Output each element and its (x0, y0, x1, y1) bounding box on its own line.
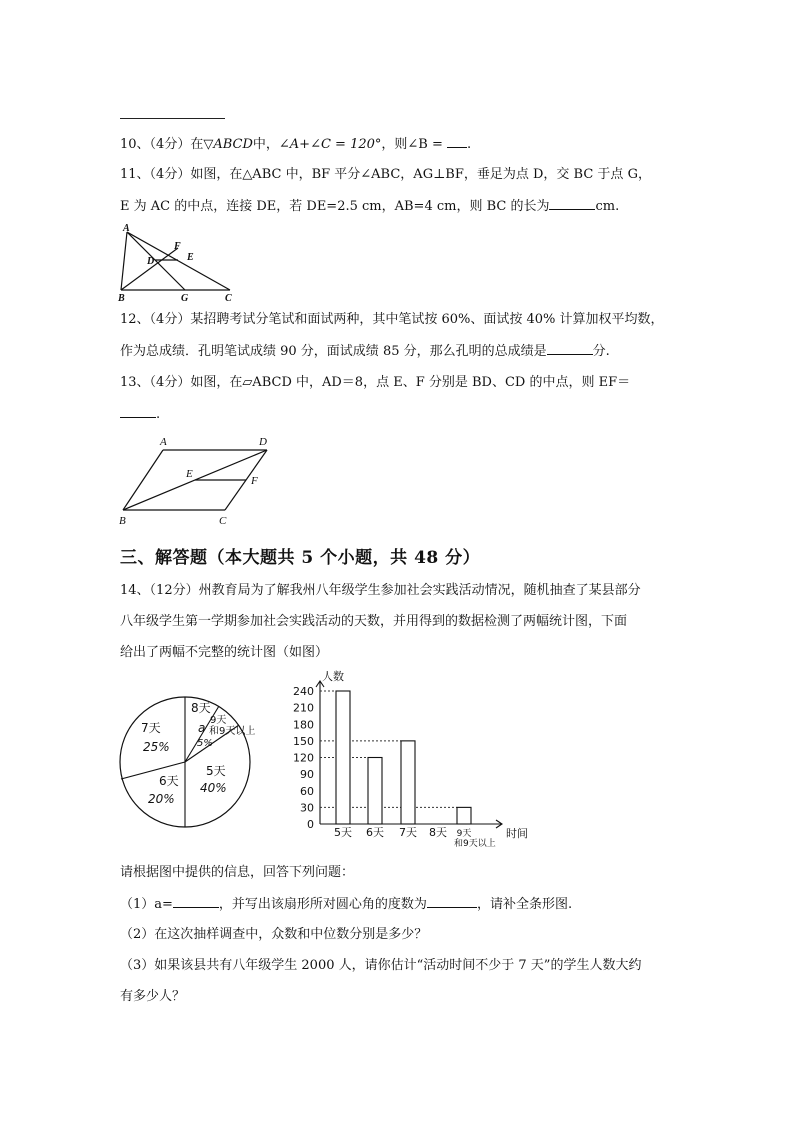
pie-label-6-days: 6天 (159, 774, 179, 788)
x-tick-label-extra: 和9天以上 (454, 839, 496, 849)
label-f: F (174, 241, 181, 252)
label-c: C (219, 515, 227, 527)
q14-instruction: 请根据图中提供的信息，回答下列问题： (120, 865, 355, 880)
q10-text-d: . (467, 137, 472, 152)
label-b: B (118, 293, 125, 304)
q10-score: （4分） (149, 137, 191, 152)
q10-abcd: ABCD (213, 137, 253, 152)
question-14-line-3: 给出了两幅不完整的统计图（如图） (120, 645, 329, 660)
pie-label-9-days: 9天 (210, 715, 227, 726)
q14-sub-2: （2）在这次抽样调查中，众数和中位数分别是多少？ (120, 927, 428, 942)
section-title: 三、解答题（本大题共 5 个小题，共 48 分） (120, 548, 481, 568)
label-f: F (251, 475, 258, 487)
question-14-line-1: 14、（12分）州教育局为了解我州八年级学生参加社会实践活动情况，随机抽查了某县部分 (120, 583, 641, 598)
y-tick-label: 180 (293, 718, 314, 732)
question-12-line-1: 12、（4分）某招聘考试分笔试和面试两种，其中笔试按 60%、面试按 40% 计算加权平均数， (120, 312, 664, 327)
q14-sub-1 (120, 895, 572, 914)
question-13-line-1: 13、（4分）如图，在▱ABCD 中，AD＝8，点 E、F 分别是 BD、CD 的中点，则 EF＝ (120, 375, 631, 390)
bar (336, 691, 350, 824)
pie-label-5-pct: 40% (200, 781, 227, 795)
bar-chart (280, 668, 550, 856)
y-tick-label: 240 (293, 685, 314, 698)
question-12-line-2 (120, 342, 610, 361)
q11-answer-blank[interactable] (549, 197, 595, 210)
pie-label-8-a: a (198, 721, 206, 735)
segment-ba (123, 450, 163, 510)
label-d: D (259, 436, 267, 448)
q11-text: E 为 AC 的中点，连接 DE，若 DE=2.5 cm，AB=4 cm，则 BC 的长为 (120, 199, 550, 214)
triangle-abc-figure (115, 222, 240, 304)
label-d: D (147, 256, 155, 267)
pie-label-5-days: 5天 (206, 764, 226, 778)
q14-sub-3-line-1: （3）如果该县共有八年级学生 2000 人，请你估计“活动时间不少于 7 天”的学生人数大约 (120, 958, 642, 973)
question-11-line-1: 11、（4分）如图，在△ABC 中，BF 平分∠ABC，AG⊥BF，垂足为点 D，交 BC 于点 G， (120, 167, 651, 182)
x-axis-label: 时间 (506, 827, 528, 840)
q10-text-a: 在▽ (190, 137, 214, 152)
y-tick-label: 120 (293, 751, 314, 765)
pie-label-7-pct: 25% (143, 740, 170, 754)
label-b: B (119, 515, 126, 527)
y-tick-label: 150 (293, 734, 314, 748)
y-tick-label: 0 (307, 818, 314, 831)
question-10 (120, 135, 471, 154)
q12-answer-blank[interactable] (547, 342, 593, 355)
y-axis-label: 人数 (322, 670, 344, 683)
top-rule (120, 118, 225, 119)
pie-label-8-days: 8天 (191, 701, 211, 715)
question-13-line-2 (120, 405, 160, 424)
label-c: C (225, 293, 232, 304)
q14-sub1-blank-angle[interactable] (427, 895, 477, 908)
q13-answer-blank[interactable] (120, 405, 156, 418)
q14-sub1-blank-a[interactable] (173, 895, 219, 908)
q10-text-c: ，则∠B = (381, 137, 443, 152)
q10-text-b: 中， (252, 137, 279, 152)
pie-label-7-days: 7天 (141, 721, 161, 735)
q14-sub1-c: ，请补全条形图. (476, 897, 573, 912)
label-a: A (160, 436, 167, 448)
y-tick-label: 30 (300, 801, 314, 815)
x-tick-label: 6天 (366, 826, 384, 839)
label-g: G (181, 293, 189, 304)
y-tick-label: 60 (300, 784, 314, 798)
parallelogram-abcd-figure (115, 432, 285, 530)
y-tick-label: 210 (293, 701, 314, 715)
q14-sub-3-line-2: 有多少人？ (120, 989, 186, 1004)
pie-chart (118, 688, 268, 836)
pie-label-9-more: 和9天以上 (209, 726, 256, 737)
q10-number: 10、 (120, 137, 150, 152)
label-e: E (187, 252, 194, 263)
bar (368, 758, 382, 825)
x-tick-label: 9天 (456, 829, 472, 839)
segment-ab (121, 232, 127, 290)
bar (457, 807, 471, 824)
pie-label-9-pct: 5% (197, 738, 213, 749)
question-14-line-2: 八年级学生第一学期参加社会实践活动的天数，并用得到的数据检测了两幅统计图，下面 (120, 614, 628, 629)
q12-text: 作为总成绩．孔明笔试成绩 90 分，面试成绩 85 分，那么孔明的总成绩是 (120, 344, 547, 359)
x-tick-label: 8天 (429, 826, 447, 839)
q14-sub1-a: （1）a= (120, 897, 173, 912)
q14-sub1-b: ，并写出该扇形所对圆心角的度数为 (218, 897, 427, 912)
x-tick-label: 7天 (399, 826, 417, 839)
pie-label-6-pct: 20% (148, 792, 175, 806)
q12-unit: 分. (592, 344, 610, 359)
q10-expression: ∠A+∠C = 120° (278, 137, 382, 152)
label-a: A (123, 223, 130, 234)
q10-answer-blank[interactable] (447, 135, 467, 148)
x-tick-label: 5天 (334, 826, 352, 839)
q11-unit: cm. (595, 199, 620, 214)
q13-period: . (156, 407, 161, 422)
question-11-line-2 (120, 197, 619, 216)
bar (401, 741, 415, 824)
y-tick-label: 90 (300, 768, 314, 782)
label-e: E (186, 468, 193, 480)
